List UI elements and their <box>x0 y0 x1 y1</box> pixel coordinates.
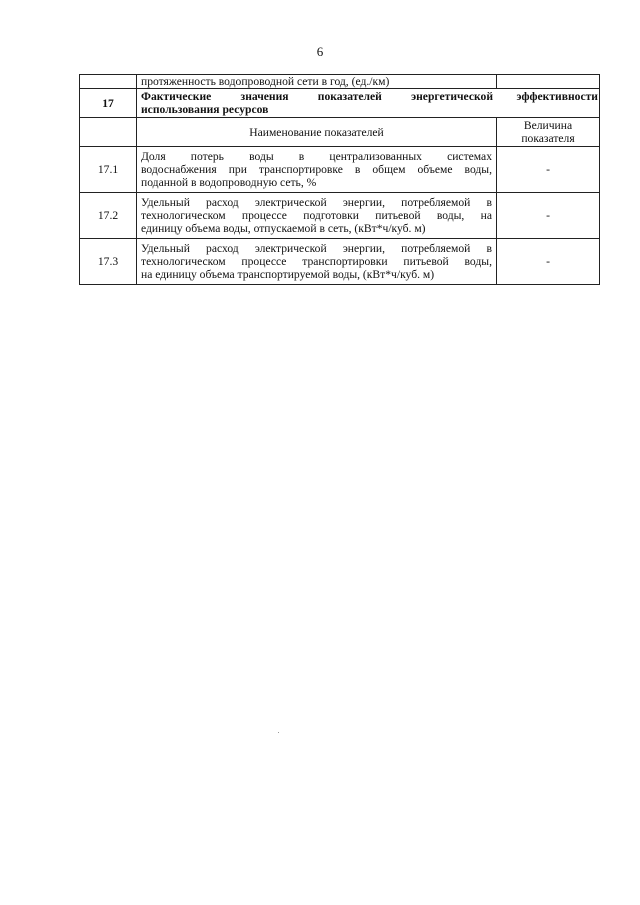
row-description-line: Доля потерь воды в централизованных системах <box>141 150 492 163</box>
row-value: - <box>497 147 600 193</box>
page-number: 6 <box>316 44 324 59</box>
section-header-row <box>80 89 600 118</box>
row-number: 17.3 <box>80 239 137 285</box>
indicators-table <box>79 74 600 285</box>
header-value-line1: Величина <box>523 119 573 132</box>
row-description-line: технологическом процессе подготовки питьевой воды, на <box>141 209 492 222</box>
row-description <box>137 193 497 239</box>
section-number: 17 <box>80 89 137 118</box>
table-row <box>80 239 600 285</box>
row-description-line: единицу объема воды, отпускаемой в сеть, (кВт*ч/куб. м) <box>141 222 426 235</box>
table-row-continued <box>80 75 600 89</box>
row-number: 17.1 <box>80 147 137 193</box>
header-name: Наименование показателей <box>137 118 497 147</box>
section-title <box>137 89 600 118</box>
section-title-line1-tail: эффективности <box>516 90 598 103</box>
row-description-cell: протяженность водопроводной сети в год, (ед./км) <box>137 75 497 89</box>
row-value-cell <box>497 75 600 89</box>
row-number-cell <box>80 75 137 89</box>
row-description <box>137 147 497 193</box>
row-description-line: на единицу объема транспортируемой воды, (кВт*ч/куб. м) <box>141 268 435 281</box>
row-description-line: Удельный расход электрической энергии, потребляемой в <box>141 242 492 255</box>
row-description-line: Удельный расход электрической энергии, потребляемой в <box>141 196 492 209</box>
row-description-line: водоснабжения при транспортировке в общем объеме воды, <box>141 163 492 176</box>
row-description-line: поданной в водопроводную сеть, % <box>141 176 317 189</box>
row-description <box>137 239 497 285</box>
row-description-line: технологическом процессе транспортировки питьевой воды, <box>141 255 492 268</box>
table-row <box>80 147 600 193</box>
column-header-row <box>80 118 600 147</box>
table-row <box>80 193 600 239</box>
row-number: 17.2 <box>80 193 137 239</box>
header-value-line2: показателя <box>521 132 575 145</box>
section-title-line1: Фактические значения показателей энергетической <box>141 90 493 103</box>
scan-speck <box>278 732 279 733</box>
section-title-line2: использования ресурсов <box>141 103 269 116</box>
row-value: - <box>497 193 600 239</box>
header-empty-cell <box>80 118 137 147</box>
header-value <box>497 118 600 147</box>
row-value: - <box>497 239 600 285</box>
